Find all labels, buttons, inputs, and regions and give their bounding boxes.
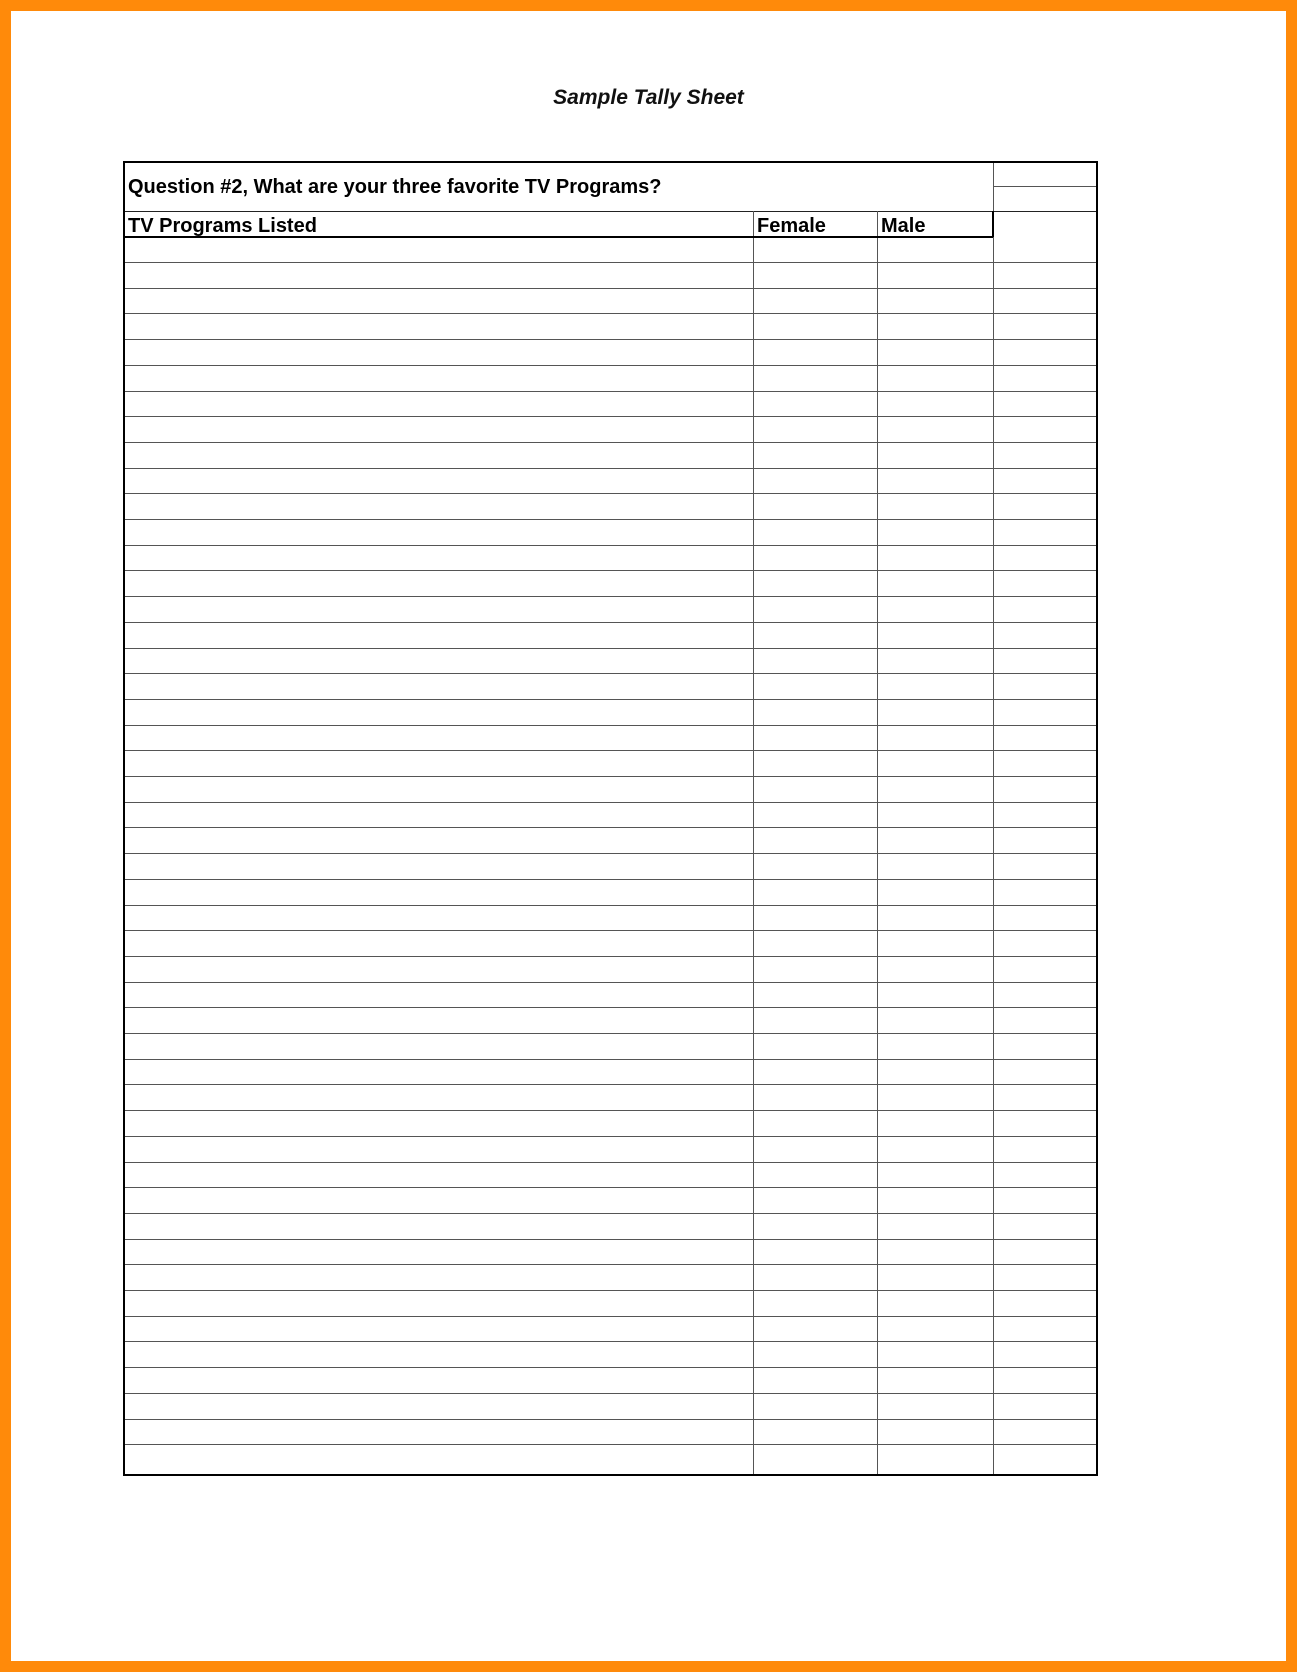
tally-row	[125, 238, 1096, 263]
tally-row	[125, 1138, 1096, 1163]
tally-row	[125, 572, 1096, 597]
tally-row	[125, 906, 1096, 931]
tally-row	[125, 778, 1096, 803]
tally-row	[125, 367, 1096, 392]
tally-table	[123, 161, 1098, 1476]
tally-row	[125, 598, 1096, 623]
tally-row	[125, 958, 1096, 983]
tally-row	[125, 1266, 1096, 1291]
tally-row	[125, 1112, 1096, 1137]
tally-row	[125, 341, 1096, 366]
tally-row	[125, 881, 1096, 906]
tally-row	[125, 392, 1096, 417]
tally-row	[125, 289, 1096, 314]
tally-row	[125, 726, 1096, 751]
tally-row	[125, 315, 1096, 340]
header-top-line	[125, 211, 1096, 212]
header-right-edge	[992, 211, 994, 237]
question-heading: Question #2, What are your three favorite TV Programs?	[128, 176, 662, 198]
extra-header-line	[993, 186, 1096, 187]
column-header-male: Male	[881, 215, 926, 237]
tally-row	[125, 1420, 1096, 1445]
tally-row	[125, 495, 1096, 520]
tally-row	[125, 418, 1096, 443]
page-title: Sample Tally Sheet	[553, 86, 744, 109]
tally-row	[125, 1163, 1096, 1188]
tally-row	[125, 932, 1096, 957]
tally-row	[125, 1317, 1096, 1342]
tally-row	[125, 1086, 1096, 1111]
tally-row	[125, 469, 1096, 494]
tally-row	[125, 444, 1096, 469]
tally-row	[125, 701, 1096, 726]
tally-row	[125, 624, 1096, 649]
tally-row	[125, 1343, 1096, 1368]
tally-row	[125, 1189, 1096, 1214]
tally-row	[125, 1035, 1096, 1060]
tally-row	[125, 752, 1096, 777]
tally-row	[125, 1215, 1096, 1240]
tally-row	[125, 1395, 1096, 1420]
column-header-programs: TV Programs Listed	[128, 215, 317, 237]
tally-row	[125, 1446, 1096, 1471]
tally-row	[125, 264, 1096, 289]
tally-row	[125, 546, 1096, 571]
tally-row	[125, 855, 1096, 880]
tally-row	[125, 983, 1096, 1008]
tally-row	[125, 675, 1096, 700]
tally-row	[125, 1240, 1096, 1265]
tally-row	[125, 1292, 1096, 1317]
tally-row	[125, 803, 1096, 828]
tally-row	[125, 1060, 1096, 1085]
tally-row	[125, 521, 1096, 546]
tally-row	[125, 829, 1096, 854]
tally-row	[125, 649, 1096, 674]
column-header-female: Female	[757, 215, 826, 237]
tally-row	[125, 1369, 1096, 1394]
tally-row	[125, 1009, 1096, 1034]
